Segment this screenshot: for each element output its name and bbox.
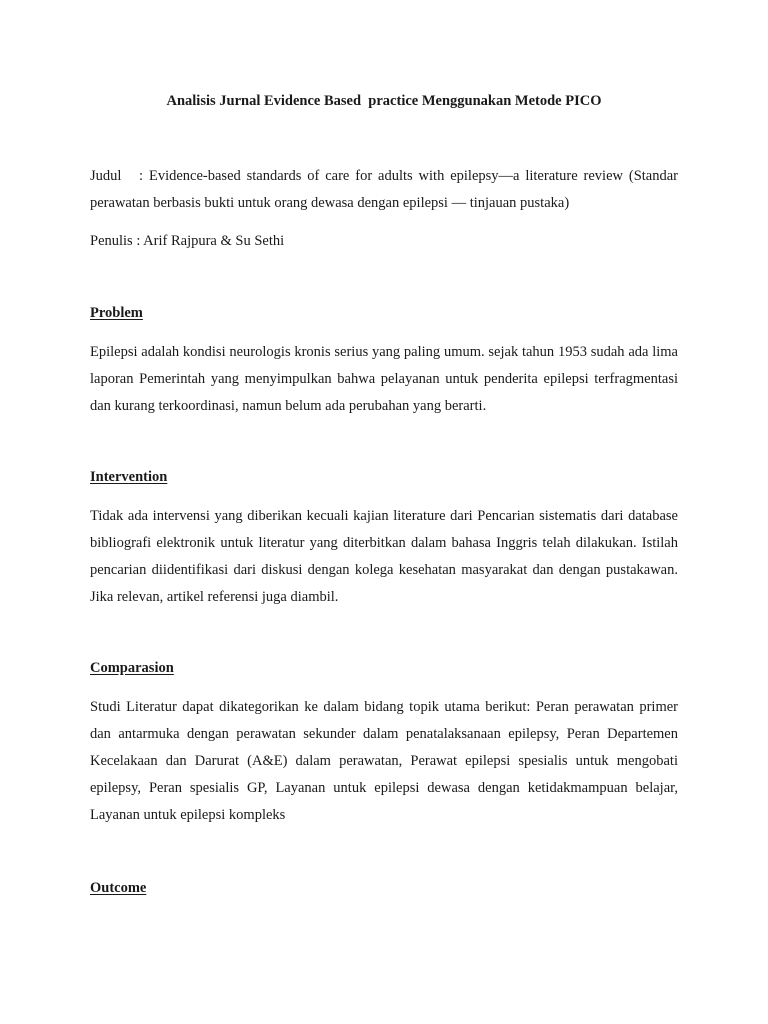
- document-title: Analisis Jurnal Evidence Based practice Menggunakan Metode PICO: [166, 93, 602, 109]
- problem-heading: Problem: [90, 305, 143, 321]
- comparasion-heading: Comparasion: [90, 660, 174, 676]
- judul-text: Evidence-based standards of care for adults with epilepsy—a literature review (Standar perawatan berbasis bukti untuk orang dewasa dengan epilepsi — tinjauan pustaka): [90, 168, 678, 211]
- outcome-heading: Outcome: [90, 880, 147, 896]
- comparasion-body: Studi Literatur dapat dikategorikan ke dalam bidang topik utama berikut: Peran perawatan primer dan antarmuka dengan perawatan sekunder dalam penatalaksanaan epilepsy, Peran Departemen Kecelakaan dan Darurat (A&E) dalam perawatan, Perawat epilepsi spesialis untuk mengobati epilepsy, Peran spesialis GP, Layanan untuk epilepsi dewasa dengan ketidakmampuan belajar, Layanan untuk epilepsi kompleks: [90, 699, 678, 823]
- judul-label: Judul :: [90, 168, 149, 184]
- intervention-body: Tidak ada intervensi yang diberikan kecuali kajian literature dari Pencarian sistematis dari database bibliografi elektronik untuk literatur yang diterbitkan dalam bahasa Inggris telah dilakukan. Istilah pencarian diidentifikasi dari diskusi dengan kolega kesehatan masyarakat dan dengan pustakawan. Jika relevan, artikel referensi juga diambil.: [90, 508, 678, 605]
- penulis-line: Penulis : Arif Rajpura & Su Sethi: [90, 233, 285, 249]
- problem-body: Epilepsi adalah kondisi neurologis kronis serius yang paling umum. sejak tahun 1953 sudah ada lima laporan Pemerintah yang menyimpulkan bahwa pelayanan untuk penderita epilepsi terfragmentasi dan kurang terkoordinasi, namun belum ada perubahan yang berarti.: [90, 344, 678, 414]
- intervention-heading: Intervention: [90, 469, 168, 485]
- judul-line: [90, 163, 678, 217]
